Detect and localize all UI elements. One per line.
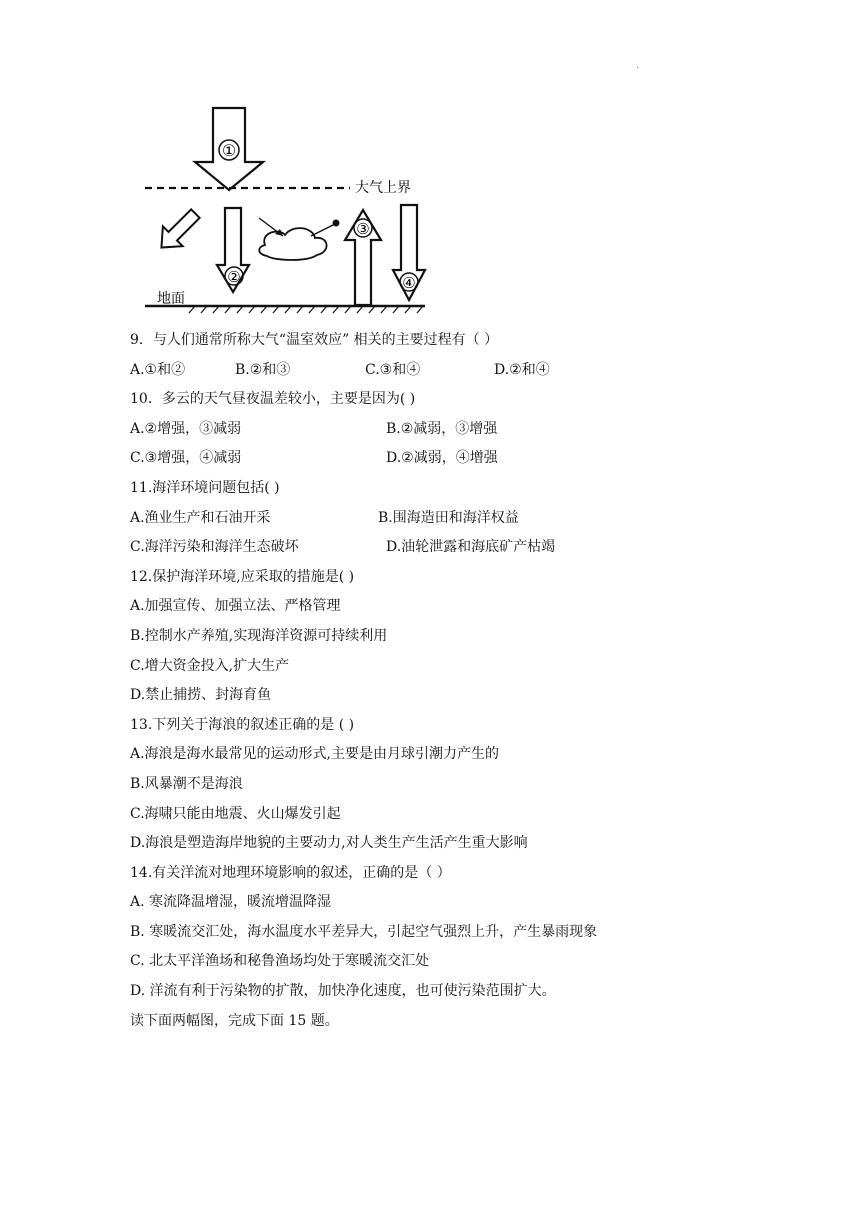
q10-option-b: B.②减弱，③增强 [386, 420, 498, 437]
q9-stem: 9．与人们通常所称大气“温室效应” 相关的主要过程有（ ） [130, 332, 499, 348]
q14-option-b: B. 寒暖流交汇处，海水温度水平差异大，引起空气强烈上升，产生暴雨现象 [130, 923, 598, 940]
q14-option-c: C. 北太平洋渔场和秘鲁渔场均处于寒暖流交汇处 [130, 953, 430, 970]
q10-stem: 10．多云的天气昼夜温差较小，主要是因为( ) [130, 391, 416, 408]
q13-stem: 13.下列关于海浪的叙述正确的是 ( ) [130, 716, 355, 733]
q13-option-b: B.风暴潮不是海浪 [130, 775, 243, 792]
q9-option-b: B.②和③ [235, 361, 291, 378]
q12-stem: 12.保护海洋环境,应采取的措施是( ) [130, 568, 355, 585]
q11-option-b: B.围海造田和海洋权益 [378, 509, 519, 526]
q9-option-d: D.②和④ [494, 361, 550, 378]
cloud-out-arrow [311, 224, 335, 236]
q10-option-d: D.②减弱，④增强 [386, 450, 498, 467]
q12-option-b: B.控制水产养殖,实现海洋资源可持续利用 [130, 627, 388, 644]
page-mark: . [636, 60, 640, 71]
diagram-svg [135, 100, 435, 315]
question-list [130, 326, 770, 1036]
q12-option-c: C.增大资金投入,扩大生产 [130, 657, 290, 674]
label-4: ④ [402, 274, 416, 292]
q10-options-ab [130, 415, 770, 445]
q14-stem: 14.有关洋流对地理环境影响的叙述，正确的是（ ） [130, 864, 451, 881]
q12-option-d: D.禁止捕捞、封海育鱼 [130, 687, 272, 704]
q13-option-a: A.海浪是海水最常见的运动形式,主要是由月球引潮力产生的 [130, 746, 500, 763]
q12-option-a: A.加强宣传、加强立法、严格管理 [130, 598, 341, 615]
atmosphere-top-label: 大气上界 [355, 180, 411, 196]
reflection-arrow [152, 204, 206, 258]
q9-option-a: A.①和② [130, 361, 186, 378]
q13-option-c: C.海啸只能由地震、火山爆发引起 [130, 805, 341, 822]
q10-option-a: A.②增强，③减弱 [130, 420, 242, 437]
q11-options-cd [130, 533, 770, 563]
q13-option-d: D.海浪是塑造海岸地貌的主要动力,对人类生产生活产生重大影响 [130, 835, 528, 852]
label-1: ① [221, 141, 237, 160]
atmosphere-radiation-diagram [135, 100, 435, 315]
label-3: ③ [356, 220, 370, 238]
q11-option-d: D.油轮泄露和海底矿产枯竭 [386, 539, 556, 556]
q14-option-d: D. 洋流有利于污染物的扩散，加快净化速度，也可使污染范围扩大。 [130, 983, 556, 1000]
q9-options [130, 356, 770, 386]
ground-label: 地面 [157, 291, 185, 307]
q15-intro: 读下面两幅图，完成下面 15 题。 [130, 1012, 339, 1029]
q11-option-c: C.海洋污染和海洋生态破坏 [130, 539, 299, 556]
label-2: ② [227, 268, 241, 286]
q14-option-a: A. 寒流降温增湿，暖流增温降湿 [130, 894, 332, 911]
q11-stem: 11.海洋环境问题包括( ) [130, 479, 280, 496]
q9-option-c: C.③和④ [365, 361, 421, 378]
q10-options-cd [130, 444, 770, 474]
q10-option-c: C.③增强，④减弱 [130, 450, 242, 467]
q11-option-a: A.渔业生产和石油开采 [130, 509, 271, 526]
q11-options-ab [130, 504, 770, 534]
